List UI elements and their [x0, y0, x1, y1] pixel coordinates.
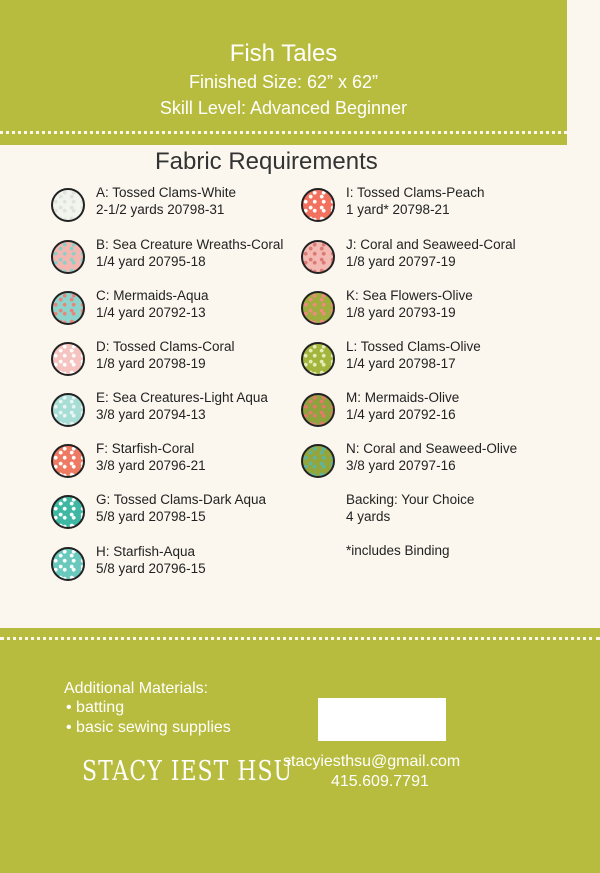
fabric-name: L: Tossed Clams-Olive	[346, 339, 481, 354]
fabric-name: H: Starfish-Aqua	[96, 544, 196, 559]
fabric-name: K: Sea Flowers-Olive	[346, 288, 473, 303]
contact-phone: 415.609.7791	[331, 773, 429, 790]
fabric-quantity: 1/8 yard 20793-19	[346, 305, 456, 320]
fabric-quantity: 5/8 yard 20798-15	[96, 509, 206, 524]
fabric-requirements-heading: Fabric Requirements	[155, 148, 378, 175]
fabric-swatch	[301, 188, 335, 222]
fabric-swatch	[301, 342, 335, 376]
fabric-swatch	[51, 240, 85, 274]
fabric-name: N: Coral and Seaweed-Olive	[346, 441, 518, 456]
fabric-quantity: 1/4 yard 20798-17	[346, 356, 456, 371]
fabric-swatch	[51, 342, 85, 376]
fabric-quantity: 2-1/2 yards 20798-31	[96, 202, 225, 217]
fabric-name: E: Sea Creatures-Light Aqua	[96, 390, 268, 405]
material-item: • batting	[66, 699, 125, 716]
skill-level: Skill Level: Advanced Beginner	[159, 98, 408, 118]
fabric-swatch	[51, 495, 85, 529]
fabric-quantity: 1/4 yard 20792-16	[346, 407, 456, 422]
fabric-swatch	[51, 547, 85, 581]
contact-email[interactable]: stacyiesthsu@gmail.com	[283, 753, 461, 770]
header-dotted-divider	[0, 131, 567, 134]
fabric-swatch	[301, 291, 335, 325]
fabric-quantity: 1/4 yard 20792-13	[96, 305, 206, 320]
fabric-swatch	[301, 393, 335, 427]
fabric-quantity: 3/8 yard 20794-13	[96, 407, 206, 422]
finished-size: Finished Size: 62” x 62”	[188, 72, 379, 92]
fabric-name: C: Mermaids-Aqua	[96, 288, 209, 303]
fabric-quantity: 3/8 yard 20796-21	[96, 458, 206, 473]
footer-dotted-divider	[0, 637, 600, 640]
fabric-swatch	[51, 444, 85, 478]
fabric-quantity: 1/8 yard 20798-19	[96, 356, 206, 371]
fabric-swatch	[301, 240, 335, 274]
fabric-name: A: Tossed Clams-White	[96, 185, 237, 200]
footer-band	[0, 628, 600, 873]
fabric-swatch	[51, 291, 85, 325]
fabric-quantity: 3/8 yard 20797-16	[346, 458, 456, 473]
fabric-name: D: Tossed Clams-Coral	[96, 339, 235, 354]
fabric-name: F: Starfish-Coral	[96, 441, 195, 456]
backing-quantity: 4 yards	[346, 509, 391, 524]
material-item: • basic sewing supplies	[66, 719, 231, 736]
fabric-swatch	[301, 444, 335, 478]
fabric-name: G: Tossed Clams-Dark Aqua	[96, 492, 267, 507]
fabric-name: B: Sea Creature Wreaths-Coral	[96, 237, 284, 252]
designer-signature: STACY IEST HSU	[82, 756, 294, 788]
fabric-name: M: Mermaids-Olive	[346, 390, 460, 405]
fabric-quantity: 1/4 yard 20795-18	[96, 254, 206, 269]
fabric-swatch	[51, 393, 85, 427]
backing-label: Backing: Your Choice	[346, 492, 475, 507]
logo-placeholder-box	[318, 698, 446, 741]
fabric-quantity: 1 yard* 20798-21	[346, 202, 450, 217]
additional-materials-heading: Additional Materials:	[64, 680, 209, 697]
fabric-name: J: Coral and Seaweed-Coral	[346, 237, 516, 252]
pattern-title: Fish Tales	[229, 40, 338, 67]
fabric-quantity: 1/8 yard 20797-19	[346, 254, 456, 269]
fabric-name: I: Tossed Clams-Peach	[346, 185, 485, 200]
binding-note: *includes Binding	[346, 543, 450, 558]
fabric-quantity: 5/8 yard 20796-15	[96, 561, 206, 576]
fabric-swatch	[51, 188, 85, 222]
